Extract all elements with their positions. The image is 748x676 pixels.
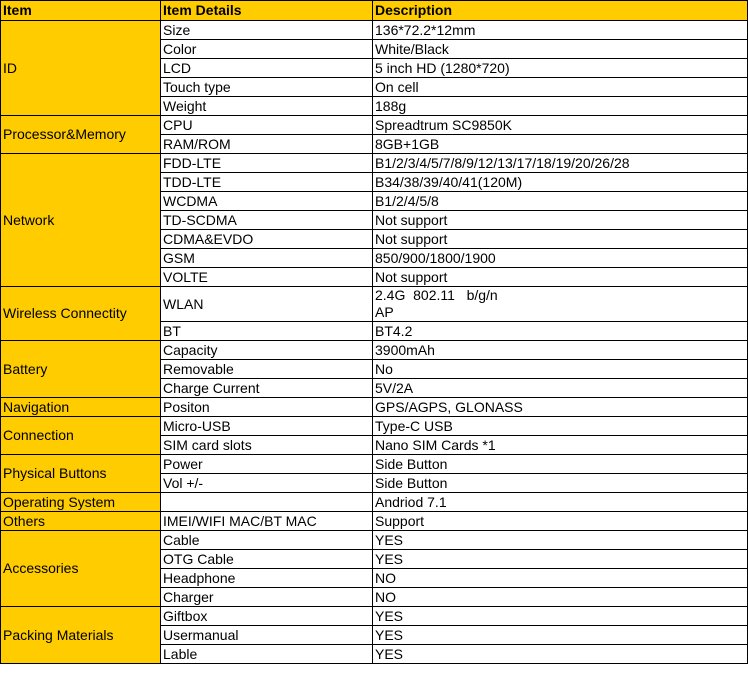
category-wireless: Wireless Connectity <box>1 287 161 341</box>
desc-cell: Not support <box>373 268 748 287</box>
header-item-details: Item Details <box>161 1 373 21</box>
detail-cell: TD-SCDMA <box>161 211 373 230</box>
desc-cell: On cell <box>373 78 748 97</box>
detail-cell: OTG Cable <box>161 550 373 569</box>
desc-cell: 3900mAh <box>373 341 748 360</box>
detail-cell: CPU <box>161 116 373 135</box>
desc-cell: No <box>373 360 748 379</box>
detail-cell: BT <box>161 322 373 341</box>
desc-cell: 8GB+1GB <box>373 135 748 154</box>
table-row <box>1 607 748 626</box>
detail-cell: RAM/ROM <box>161 135 373 154</box>
header-item: Item <box>1 1 161 21</box>
detail-cell: Vol +/- <box>161 474 373 493</box>
category-others: Others <box>1 512 161 531</box>
desc-line: AP <box>375 304 394 320</box>
category-network: Network <box>1 154 161 287</box>
detail-cell: Lable <box>161 645 373 664</box>
table-row <box>1 512 748 531</box>
desc-cell: B1/2/4/5/8 <box>373 192 748 211</box>
detail-cell: GSM <box>161 249 373 268</box>
detail-cell: TDD-LTE <box>161 173 373 192</box>
detail-cell <box>161 493 373 512</box>
desc-cell: GPS/AGPS, GLONASS <box>373 398 748 417</box>
detail-cell: Usermanual <box>161 626 373 645</box>
detail-cell: Cable <box>161 531 373 550</box>
detail-cell: CDMA&EVDO <box>161 230 373 249</box>
detail-cell: Removable <box>161 360 373 379</box>
desc-line: 2.4G 802.11 b/g/n <box>375 287 498 303</box>
table-row <box>1 531 748 550</box>
desc-cell: Not support <box>373 211 748 230</box>
desc-cell: NO <box>373 569 748 588</box>
table-row <box>1 493 748 512</box>
desc-cell: Support <box>373 512 748 531</box>
table-row <box>1 455 748 474</box>
desc-cell: White/Black <box>373 40 748 59</box>
desc-cell: B34/38/39/40/41(120M) <box>373 173 748 192</box>
table-row <box>1 287 748 322</box>
category-id: ID <box>1 21 161 116</box>
header-description: Description <box>373 1 748 21</box>
detail-cell: Size <box>161 21 373 40</box>
desc-cell: YES <box>373 531 748 550</box>
desc-cell: B1/2/3/4/5/7/8/9/12/13/17/18/19/20/26/28 <box>373 154 748 173</box>
desc-cell: YES <box>373 626 748 645</box>
category-physical-buttons: Physical Buttons <box>1 455 161 493</box>
detail-cell: FDD-LTE <box>161 154 373 173</box>
desc-cell: 5V/2A <box>373 379 748 398</box>
desc-cell: YES <box>373 550 748 569</box>
detail-cell: Power <box>161 455 373 474</box>
desc-cell: 136*72.2*12mm <box>373 21 748 40</box>
desc-cell: 850/900/1800/1900 <box>373 249 748 268</box>
category-navigation: Navigation <box>1 398 161 417</box>
category-operating-system: Operating System <box>1 493 161 512</box>
detail-cell: Charger <box>161 588 373 607</box>
desc-cell: Type-C USB <box>373 417 748 436</box>
detail-cell: Color <box>161 40 373 59</box>
detail-cell: Capacity <box>161 341 373 360</box>
detail-cell: IMEI/WIFI MAC/BT MAC <box>161 512 373 531</box>
desc-cell: 5 inch HD (1280*720) <box>373 59 748 78</box>
table-row <box>1 398 748 417</box>
table-row <box>1 417 748 436</box>
desc-cell: NO <box>373 588 748 607</box>
category-connection: Connection <box>1 417 161 455</box>
detail-cell: LCD <box>161 59 373 78</box>
detail-cell: Touch type <box>161 78 373 97</box>
detail-cell: Charge Current <box>161 379 373 398</box>
table-row <box>1 341 748 360</box>
desc-cell: Side Button <box>373 474 748 493</box>
desc-cell: Nano SIM Cards *1 <box>373 436 748 455</box>
category-processor-memory: Processor&Memory <box>1 116 161 154</box>
detail-cell: WCDMA <box>161 192 373 211</box>
header-row <box>1 1 748 21</box>
detail-cell: Positon <box>161 398 373 417</box>
detail-cell: Micro-USB <box>161 417 373 436</box>
category-accessories: Accessories <box>1 531 161 607</box>
table-row <box>1 116 748 135</box>
desc-cell: 188g <box>373 97 748 116</box>
table-row <box>1 154 748 173</box>
detail-cell: Giftbox <box>161 607 373 626</box>
desc-cell: Not support <box>373 230 748 249</box>
desc-cell: Spreadtrum SC9850K <box>373 116 748 135</box>
desc-cell <box>373 287 748 322</box>
desc-cell: Andriod 7.1 <box>373 493 748 512</box>
detail-cell: VOLTE <box>161 268 373 287</box>
detail-cell: SIM card slots <box>161 436 373 455</box>
desc-cell: YES <box>373 607 748 626</box>
detail-cell: WLAN <box>161 287 373 322</box>
desc-cell: BT4.2 <box>373 322 748 341</box>
category-packing-materials: Packing Materials <box>1 607 161 664</box>
category-battery: Battery <box>1 341 161 398</box>
desc-cell: Side Button <box>373 455 748 474</box>
detail-cell: Headphone <box>161 569 373 588</box>
table-row <box>1 21 748 40</box>
detail-cell: Weight <box>161 97 373 116</box>
desc-cell: YES <box>373 645 748 664</box>
